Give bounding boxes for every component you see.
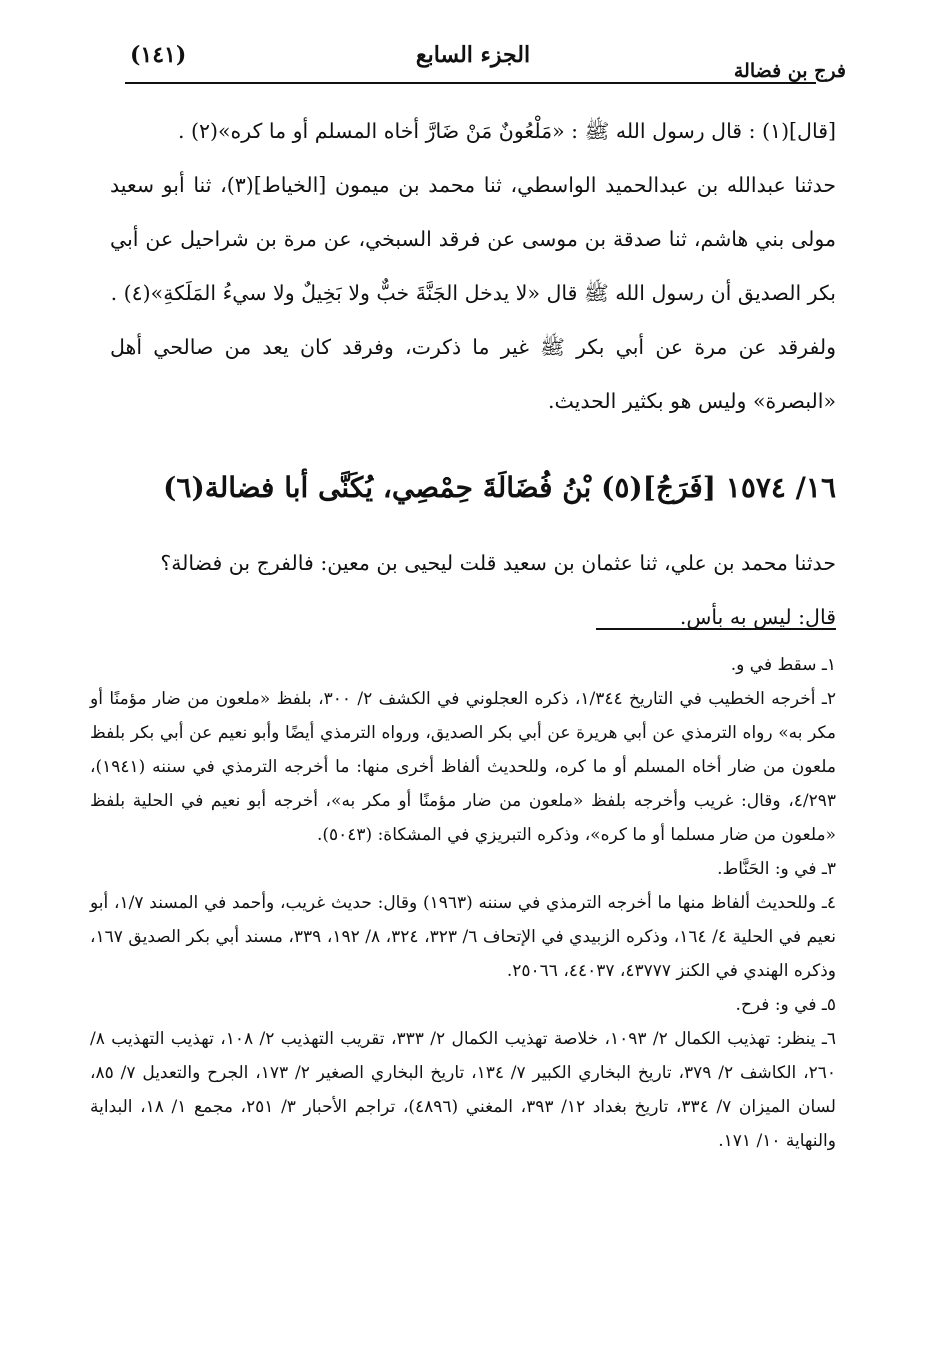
footnote-separator — [596, 628, 836, 630]
paragraph-5: قال: ليس به بأس. — [679, 605, 836, 629]
running-title: فرج بن فضالة — [733, 60, 846, 82]
paragraph-1: [قال](١) : قال رسول الله ﷺ : «مَلْعُونٌ مَنْ ضَارَّ أخاه المسلم أو ما كره»(٢) . — [177, 119, 836, 143]
paragraph-3: ولفرقد عن مرة عن أبي بكر ﷺ غير ما ذكرت، وفرقد كان يعد من صالحي أهل «البصرة» وليس هو بكثير الحديث. — [110, 335, 836, 413]
volume-title: الجزء السابع — [415, 42, 531, 68]
footnote-5: ٥ـ في و: فرح. — [735, 995, 836, 1015]
header-rule — [125, 82, 816, 84]
entry-heading: ١٦/ ١٥٧٤ [فَرَجُ](٥) بْنُ فُضَالَةَ حِمْصِي، يُكَنَّى أبا فضالة(٦) — [163, 471, 836, 504]
paragraph-2: حدثنا عبدالله بن عبدالحميد الواسطي، ثنا محمد بن ميمون [الخياط](٣)، ثنا أبو سعيد مولى بني هاشم، ثنا صدقة بن موسى عن فرقد السبخي، عن مرة بن شراحيل عن أبي بكر الصديق أن رسول الله ﷺ قال «لا يدخل الجَنَّةَ خبٌّ ولا بَخِيلٌ ولا سيءُ المَلَكةِ»(٤) . — [110, 173, 837, 305]
main-text-block-1 — [110, 104, 836, 428]
footnote-2: ٢ـ أخرجه الخطيب في التاريخ ١/٣٤٤، ذكره العجلوني في الكشف ٢/ ٣٠٠، بلفظ «ملعون من ضار مؤمنًا أو مكر به» رواه الترمذي عن أبي هريرة عن أبي بكر الصديق، ورواه الترمذي أيضًا وأبو نعيم عن أبي بكر بلفظ ملعون من ضار أخاه المسلم أو ما كره، وللحديث ألفاظ أخرى منها: ما أخرجه الترمذي في سننه (١٩٤١)، ٤/٢٩٣، وقال: غريب وأخرجه بلفظ «ملعون من ضار مؤمنًا أو مكر به»، أخرجه أبو نعيم في الحلية بلفظ «ملعون من ضار مسلما أو ما كره»، وذكره التبريزي في المشكاة: (٥٠٤٣). — [90, 689, 837, 845]
footnote-6: ٦ـ ينظر: تهذيب الكمال ٢/ ١٠٩٣، خلاصة تهذيب الكمال ٢/ ٣٣٣، تقريب التهذيب ٢/ ١٠٨، تهذيب التهذيب ٨/ ٢٦٠، الكاشف ٢/ ٣٧٩، تاريخ البخاري الكبير ٧/ ١٣٤، تاريخ البخاري الصغير ٢/ ١٧٣، الجرح والتعديل ٧/ ٨٥، لسان الميزان ٧/ ٣٣٤، تاريخ بغداد ١٢/ ٣٩٣، المغني (٤٨٩٦)، تراجم الأحبار ٣/ ٢٥١، مجمع ١/ ١٨، البداية والنهاية ١٠/ ١٧١. — [90, 1029, 837, 1151]
footnotes — [90, 648, 836, 1158]
footnote-4: ٤ـ وللحديث ألفاظ منها ما أخرجه الترمذي في سننه (١٩٦٣) وقال: حديث غريب، وأحمد في المسند ١/٧، أبو نعيم في الحلية ٤/ ١٦٤، وذكره الزبيدي في الإتحاف ٦/ ٣٢٣، ٣٢٤، ٨/ ١٩٢، ٣٣٩، مسند أبي بكر الصديق ١٦٧، وذكره الهندي في الكنز ٤٣٧٧٧، ٤٤٠٣٧، ٢٥٠٦٦. — [90, 893, 836, 981]
footnote-1: ١ـ سقط في و. — [730, 655, 836, 675]
paragraph-4: حدثنا محمد بن علي، ثنا عثمان بن سعيد قلت ليحيى بن معين: فالفرج بن فضالة؟ — [160, 551, 836, 575]
page-number: (١٤١) — [130, 42, 187, 68]
page-header — [110, 40, 846, 82]
footnote-3: ٣ـ في و: الحَنَّاط. — [717, 859, 836, 879]
